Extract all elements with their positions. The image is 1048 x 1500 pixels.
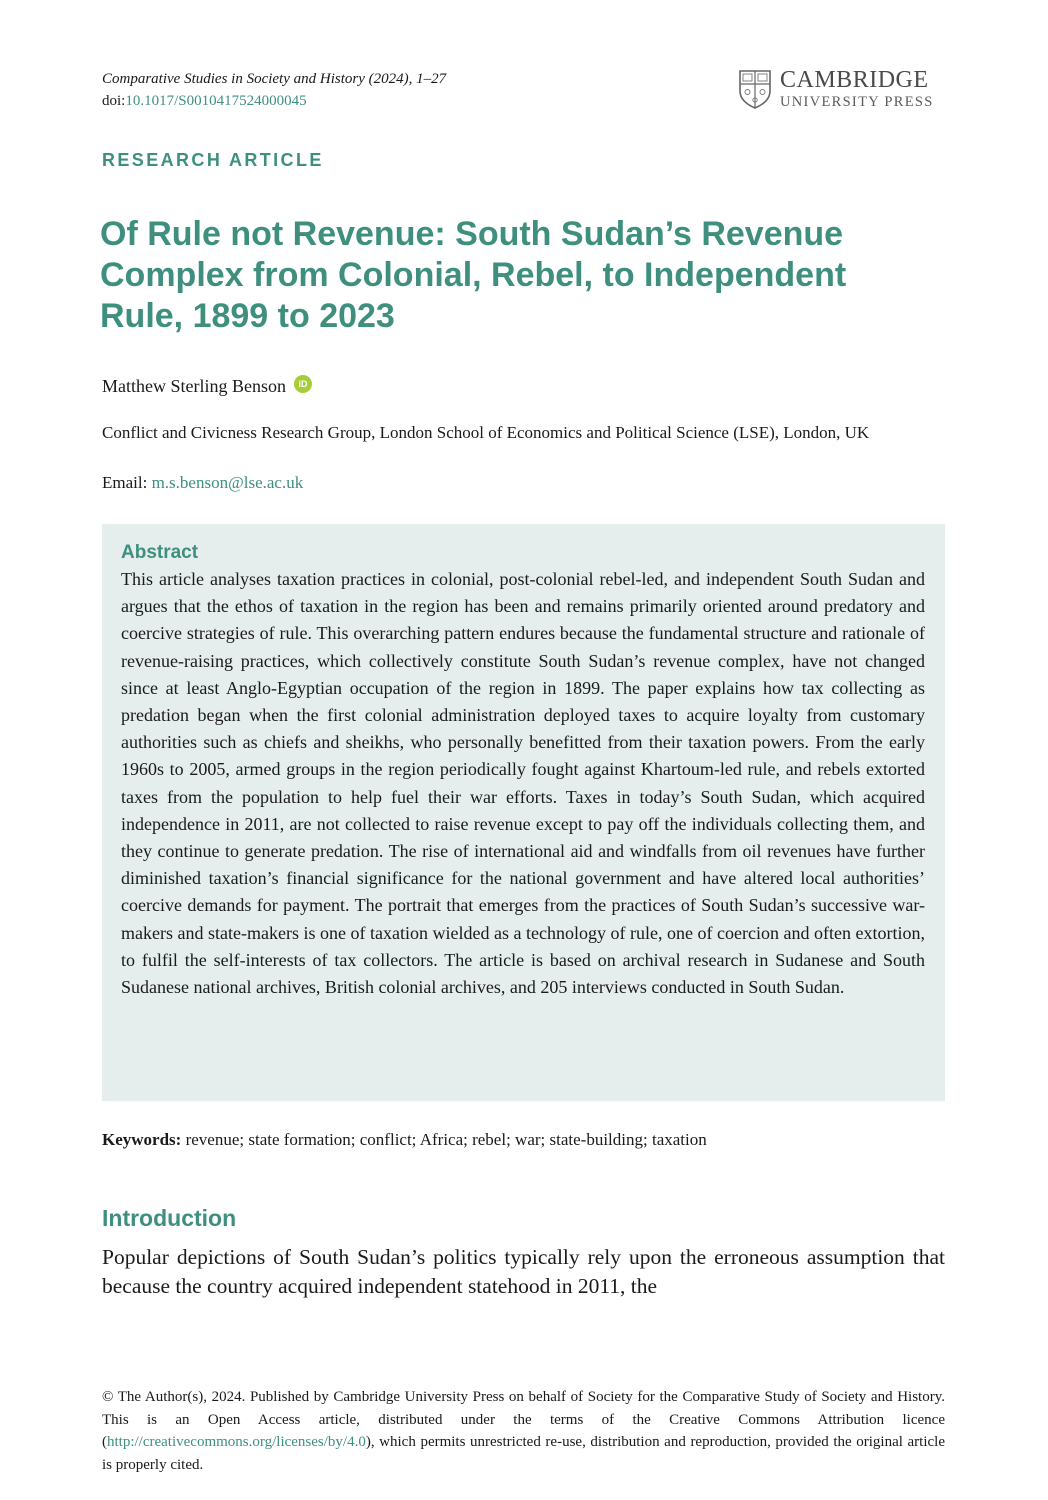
keywords — [102, 1128, 707, 1152]
keywords-text: revenue; state formation; conflict; Africa; rebel; war; state-building; taxation — [185, 1130, 707, 1149]
author-name[interactable]: Matthew Sterling Benson — [102, 376, 286, 396]
doi-prefix: doi: — [102, 93, 126, 109]
doi-link[interactable]: 10.1017/S0010417524000045 — [125, 93, 307, 109]
abstract-text: This article analyses taxation practices in colonial, post-colonial rebel-led, and independent South Sudan and argues that the ethos of taxation in the region has been and remains primarily oriented around predatory and coercive strategies of rule. This overarching pattern endures because the fundamental structure and rationale of revenue-raising practices, which collectively constitute South Sudan’s revenue complex, have not changed since at least Anglo-Egyptian occupation of the region in 1899. The paper explains how tax collecting as predation began when the first colonial administration deployed taxes to acquire loyalty from customary authorities such as chiefs and sheikhs, who personally benefitted from their taxation powers. From the early 1960s to 2005, armed groups in the region periodically fought against Khartoum-led rule, and rebels extorted taxes from the population to help fuel their war efforts. Taxes in today’s South Sudan, which acquired independence in 2011, are not collected to raise revenue except to pay off the individuals collecting them, and they continue to generate predation. The rise of international aid and windfalls from oil revenues have further diminished taxation’s financial significance for the national government and have altered local authorities’ coercive demands for payment. The portrait that emerges from the practices of South Sudan’s successive war-makers and state-makers is one of taxation wielded as a technology of rule, one of coercion and often extortion, to fulfil the self-interests of tax collectors. The article is based on archival research in Sudanese and South Sudanese national archives, British colonial archives, and 205 interviews conducted in South Sudan. — [121, 569, 925, 998]
footer-text-after: ), which permits unrestricted re-use, distribution and reproduction, provided the original article is properly cited. — [102, 1434, 945, 1473]
author-line — [102, 376, 312, 397]
orcid-icon[interactable]: iD — [294, 375, 312, 393]
affiliation: Conflict and Civicness Research Group, London School of Economics and Political Science (LSE), London, UK — [102, 423, 870, 442]
footer-text-before: © The Author(s), 2024. Published by Cambridge University Press on behalf of Society for the Comparative Study of Society and History. This is an Open Access article, distributed under the terms of the Creative Commons Attribution licence ( — [102, 1389, 945, 1450]
email-line — [102, 470, 303, 495]
article-title: Of Rule not Revenue: South Sudan’s Revenue Complex from Colonial, Rebel, to Independent Rule, 1899 to 2023 — [100, 215, 847, 335]
journal-citation: Comparative Studies in Society and History (2024), 1–27 — [102, 71, 447, 87]
keywords-label: Keywords: — [102, 1130, 182, 1149]
abstract-box — [102, 524, 945, 1101]
email-link[interactable]: m.s.benson@lse.ac.uk — [151, 473, 304, 492]
publisher-subname: UNIVERSITY PRESS — [780, 94, 934, 110]
abstract-heading: Abstract — [121, 542, 199, 563]
introduction-text: Popular depictions of South Sudan’s politics typically rely upon the erroneous assumption that because the country acquired independent statehood in 2011, the — [102, 1245, 945, 1298]
license-link[interactable]: http://creativecommons.org/licenses/by/4.0 — [107, 1434, 366, 1450]
article-type: RESEARCH ARTICLE — [102, 150, 324, 170]
email-label: Email: — [102, 473, 148, 492]
doi-line — [102, 90, 307, 112]
introduction-heading: Introduction — [102, 1205, 237, 1231]
publisher-name: CAMBRIDGE — [780, 67, 929, 93]
copyright-footer — [102, 1386, 945, 1476]
university-crest-icon — [738, 69, 772, 109]
cambridge-logo — [738, 68, 934, 110]
